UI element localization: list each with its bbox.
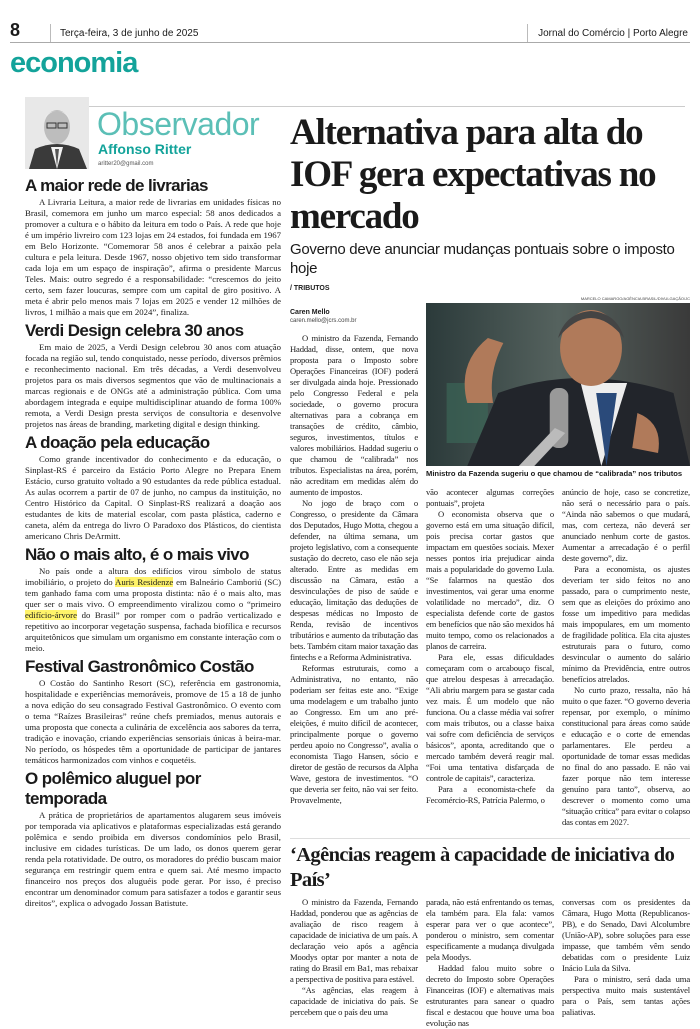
issue-date: Terça-feira, 3 de junho de 2025 (60, 28, 199, 39)
paragraph: parada, não está enfrentando os temas, ela também para. Ela fala: vamos esperar para ver o que acontece”, ponderou o ministro, sem comentar especificamente a mudança divulgada pela Moodys. (426, 897, 554, 962)
article-column (426, 479, 554, 806)
article-column (290, 296, 418, 806)
note-body: Como grande incentivador do conhecimento e da educação, o Sinplast-RS é parceiro da Estácio Porto Alegre no Prepara Enem Estácio, curso gratuito voltado a 90 estudantes da rede pública estadual. As aulas ocorrem a partir de 07 de junho, no campus da instituição, no Centro Histórico da Capital. O Sinplast-RS realizará a doação aos estudantes de kits de material escolar, com pasta plástica, caderno e caneta, além da entrega do livro O Paradoxo dos Plásticos, do cientista americano Chris DeArmitt. (25, 454, 281, 541)
column-note (25, 176, 281, 318)
paragraph: No curto prazo, ressalta, não há muito o que fazer. “O governo deveria repensar, por exemplo, o mínimo constitucional para áreas como saúde e educação e o corte de emendas parlamentares. Ele perdeu a oportunidade de tomar essas medidas no final do ano passado. E não vai fazer porque não tem interesse genuíno para tanto”, observa, ao descrever o momento como uma “situação crítica” para evitar o colapso das contas em 2027. (562, 685, 690, 827)
article-subhead: Governo deve anunciar mudanças pontuais sobre o imposto hoje (290, 241, 675, 277)
article-body (290, 296, 690, 828)
photo-block (426, 296, 690, 479)
article-column (562, 897, 690, 1018)
page-number: 8 (10, 20, 21, 40)
paragraph: O ministro da Fazenda, Fernando Haddad, disse, ontem, que nova proposta para o Imposto sobre Operações Financeiras (IOF) poderá ser divulgada ainda hoje. Pressionado pelo Congresso Federal e pela sociedade, o governo procura alternativas para a cobrança em transações de crédito, câmbio, seguros, investimentos, títulos e valores mobiliários. Haddad sugeriu o que chamou de “calibrada” nos tributos. Especialistas na área, porém, não acreditam em medidas além do aumento de impostos. (290, 333, 418, 497)
highlighted-text: Auris Residenze (115, 577, 174, 587)
paragraph: Reformas estruturais, como a Administrativa, no entanto, não poderiam ser feitas este ano. “Exige uma modelagem e um trabalho junto ao Congresso. Em um ano pré-eleições, é muito difícil de acontecer, principalmente porque o governo perdeu apoio no Congresso”, avalia o economista Tiago Hansen, sócio e diretor de gestão de recursos da Alpha Wave, gestora de investimentos. “O que deveria ser feito, não vai ser feito. Provavelmente, (290, 663, 418, 805)
article-body (290, 897, 690, 1029)
article-photo (426, 303, 690, 466)
newspaper-name: Jornal do Comércio | Porto Alegre (538, 28, 688, 39)
header-rule (10, 42, 690, 43)
section-title: economia (10, 47, 138, 79)
paragraph: conversas com os presidentes da Câmara, Hugo Motta (Republicanos-PB), e do Senado, Davi Alcolumbre (União-AP), sobre soluções para esse impasse, que também vêm sendo debatidas com o presidente Luiz Inácio Lula da Silva. (562, 897, 690, 973)
note-title: Festival Gastronômico Costão (25, 657, 254, 676)
paragraph: O ministro da Fazenda, Fernando Haddad, ponderou que as agências de avaliação de risco reagem à capacidade de iniciativa de um país. A declaração veio após a agência Moodys optar por manter a nota de rating do Brasil em Ba1, mas rebaixar a perspectiva de positiva para estável. (290, 897, 418, 984)
article-headline: Alternativa para alta do IOF gera expectativas no mercado (290, 112, 656, 237)
note-title: O polêmico aluguel por temporada (25, 769, 201, 808)
paragraph: “As agências, elas reagem à capacidade de iniciativa do país. Se percebem que o país deu uma (290, 985, 418, 1017)
article-tag: / TRIBUTOS (290, 285, 330, 292)
column-note (25, 321, 281, 430)
column-notes (25, 176, 281, 912)
paragraph: No jogo de braço com o Congresso, o presidente da Câmara dos Deputados, Hugo Motta, chegou a defender, na última semana, um projeto legislativo, com a consequente sustação do decreto, caso ele não seja alterado. Entre as medidas em discussão na Câmara, estão a desvinculações de piso de saúde e educação, limitação das deduções de despesas médicas no Imposto de Renda, revisão de incentivos tributários e aumento da tributação das bets. Também citam maior taxação das fintechs e a Reforma Administrativa. (290, 498, 418, 662)
article-column (426, 897, 554, 1029)
article-column (290, 897, 418, 1018)
author-email[interactable]: caren.mello@jcrs.com.br (290, 318, 357, 324)
column-name: Observador (97, 106, 260, 142)
article2-headline: ‘Agências reagem à capacidade de iniciativa do País’ (290, 844, 675, 891)
paragraph: Para ele, essas dificuldades começaram com o arcabouço fiscal, que atrelou despesas à arrecadação. “Ali abriu margem para se gastar cada vez mais. É um modelo que não funciona. Ou a classe média vai sofrer com mais tributos, ou a classe baixa vai sofre com deficiência de serviços básicos”, aponta, acreditando que o mercado também deverá reagir mal. “Foi uma tentativa disfarçada de controle de capitais”, caracteriza. (426, 652, 554, 783)
photo-caption: Ministro da Fazenda sugeriu o que chamou de “calibrada” nos tributos (426, 469, 683, 478)
text: No país onde a altura dos edifícios virou símbolo de status imobiliário, o projeto do (25, 566, 281, 587)
paragraph: Haddad falou muito sobre o decreto do Imposto sobre Operações Financeiras (IOF) e alternativas mais estruturantes para sanear o quadro fiscal e destacou que houve uma boa evolução nas (426, 963, 554, 1028)
article-author: Caren Mello (290, 309, 330, 316)
second-article (290, 838, 690, 1029)
column-note (25, 769, 281, 909)
paragraph: Para a economista-chefe da Fecomércio-RS, Patrícia Palermo, o (426, 784, 554, 805)
article-column (562, 479, 690, 828)
header-divider (527, 24, 528, 42)
note-body: O Costão do Santinho Resort (SC), referência em gastronomia, hospitalidade e experiências memoráveis, promove de 15 a 18 de junho a nova edição do seu consagrado Festival Gastronômico. O evento com o tema “Raízes Brasileiras” reúne chefs premiados, menus autorais e uma proposta que conecta a culinária de excelência aos sabores da terra, tradição e inovação, criando experiências sensoriais únicas à beira-mar. No período, os hóspedes têm a oportunidade de participar de jantares temáticos harmonizados com vinhos e coquetéis. (25, 678, 281, 765)
main-articles (290, 112, 690, 1029)
paragraph: anúncio de hoje, caso se concretize, não será o necessário para o país. “Ainda não sabemos o que mudará, mas, com certeza, não deverá ser anunciado nenhum corte de gastos. Aumentar a arrecadação é o perfil deste governo”, diz. (562, 487, 690, 563)
note-title: Não o mais alto, é o mais vivo (25, 545, 249, 564)
column-note (25, 657, 281, 766)
note-title: Verdi Design celebra 30 anos (25, 321, 244, 340)
note-body (25, 566, 281, 654)
paragraph: Para o ministro, será dada uma perspectiva muito mais sustentável para o País, sem tantas ações paliativas. (562, 974, 690, 1017)
column-note (25, 545, 281, 654)
photo-credit: MARCELO CAMARGO/AGÊNCIA BRASIL/DIVULGAÇÃO/JC (580, 296, 690, 301)
paragraph: O economista observa que o governo está em uma situação difícil, pois precisa cortar gastos que impactam em questões sociais. Mexer nesses pontos iria prejudicar ainda mais a popularidade do governo Lula. “Se falarmos na questão dos investimentos, vai gerar uma enorme volatilidade no mercado”, diz. O especialista defende corte de gastos em benefícios que não são mexidos há muito tempo, como os relacionados a planos de carreira. (426, 509, 554, 651)
note-body: Em maio de 2025, a Verdi Design celebrou 30 anos com atuação focada na região sul, tendo conquistado, nesse período, diversos prêmios e reconhecimento nacional. Em três décadas, a Verdi desenvolveu projetos para os mais diversos segmentos que vão de multinacionais a marcas regionais e de ONGs até a administração pública. Com uma abordagem integrada e equipe multidisciplinar atuando de forma 100% remota, a Verdi Design presta serviços de consultoria e desenvolve projetos nas áreas de branding, marketing digital e design thinking. (25, 342, 281, 429)
text: em Balneário Camboriú (SC) tem ganhado fama com uma proposta distinta: não é o mais alto, mas quer ser o mais vivo. O empreendimento viralizou como o “primeiro (25, 577, 282, 609)
columnist-name: Affonso Ritter (98, 141, 192, 157)
note-body: A prática de proprietários de apartamentos alugarem seus imóveis por temporada via aplicativos e plataformas especializadas está gerando polêmica e sendo proibida em diversos condomínios pelo Brasil, inclusive em cidades turísticas. De um lado, os donos querem gerar renda pela rotatividade. De outro, os moradores do prédio buscam maior segurança em restringir quem entra e quem sai. Até mesmo impacto financeiro nos preços dos aluguéis pode gerar. Por isso, é preciso encontrar um denominador comum para satisfazer a todos e garantir seus direitos”, explica o advogado Jossan Batistute. (25, 810, 281, 908)
column-note (25, 433, 281, 542)
header-divider (50, 24, 51, 42)
highlighted-text: edifício-árvore (25, 610, 77, 620)
note-title: A maior rede de livrarias (25, 176, 208, 195)
note-body: A Livraria Leitura, a maior rede de livrarias em unidades físicas no Brasil, comemora em junho um marco especial: 58 anos dedicados a promover a cultura e o hábito da leitura em todo o País. A rede que hoje é um império livreiro com 123 lojas em 24 estados, foi fundada em 1967 em Belo Horizonte. “Comemorar 58 anos é celebrar a paixão pela cultura e pela leitura. Desde 1967, nosso objetivo tem sido transformar cada loja em um espaço de inspiração”, afirma o presidente Marcus Teles. Mais: outro segredo é a responsabilidade: “crescemos do jeito certo, sem fazer loucuras, sempre com um capital de giro positivo. A meta é abrir pelo menos mais 7 lojas em 2025 e vender 12 milhões de livros, 1 milhão a mais que em 2024”, finaliza. (25, 197, 281, 317)
columnist-photo (25, 97, 89, 169)
note-title: A doação pela educação (25, 433, 210, 452)
paragraph: Para a economista, os ajustes deveriam ter sido feitos no ano passado, para o cumprimento neste, sem que as eleições do próximo ano fosse um impeditivo para medidas mais impopulares, em um momento de fragilidade política. Ela cita ajustes estruturais para o futuro, como desvincular o aumento do salário mínimo da Previdência, entre outros benefícios atrelados. (562, 564, 690, 684)
text: do Brasil” por romper com o padrão verticalizado e repetitivo ao incorporar vegetação suspensa, fachada biofílica e recursos arquitetônicos que simulam um organismo em constante interação com o meio. (25, 610, 281, 653)
paragraph: vão acontecer algumas correções pontuais”, projeta (426, 487, 554, 508)
columnist-email[interactable]: aritter20@gmail.com (98, 161, 154, 167)
